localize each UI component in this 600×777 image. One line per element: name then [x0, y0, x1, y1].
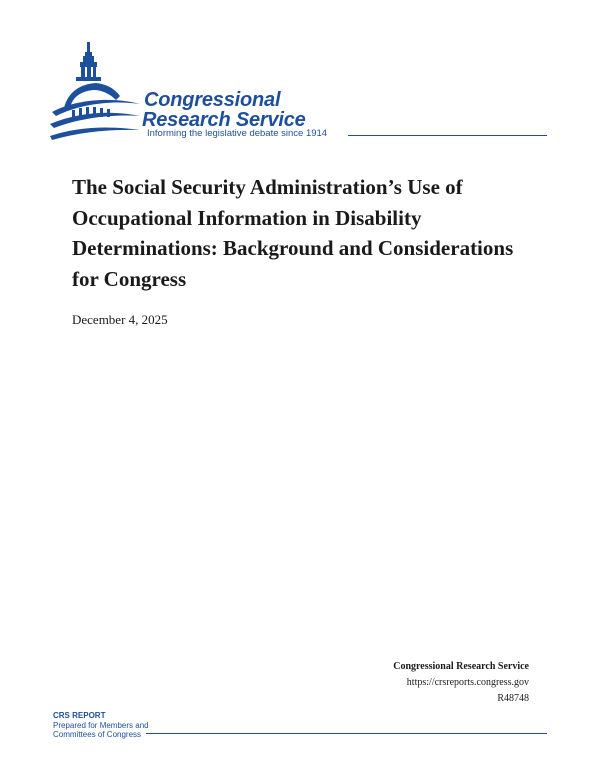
footer-info — [393, 659, 529, 707]
logo-divider — [348, 135, 547, 136]
report-number: R48748 — [497, 693, 529, 704]
report-date: December 4, 2025 — [72, 312, 168, 327]
crs-report-label — [53, 711, 149, 740]
report-title: The Social Security Administration’s Use of Occupational Information in Disability Determinations: Background and Considerations for Congress — [72, 175, 514, 291]
crs-report-line2: Committees of Congress — [53, 730, 142, 739]
crs-logo — [50, 38, 550, 148]
logo-tagline: Informing the legislative debate since 1914 — [147, 128, 328, 139]
logo-name — [144, 90, 306, 130]
bottom-divider — [146, 733, 547, 734]
crs-report-heading: CRS REPORT — [53, 711, 106, 720]
capitol-dome-icon — [50, 38, 142, 143]
footer-url[interactable]: https://crsreports.congress.gov — [406, 677, 529, 688]
logo-name-line1: Congressional — [144, 89, 281, 111]
footer-org: Congressional Research Service — [393, 661, 529, 672]
logo-name-line2: Research Service — [142, 109, 306, 131]
crs-report-line1: Prepared for Members and — [53, 720, 149, 730]
